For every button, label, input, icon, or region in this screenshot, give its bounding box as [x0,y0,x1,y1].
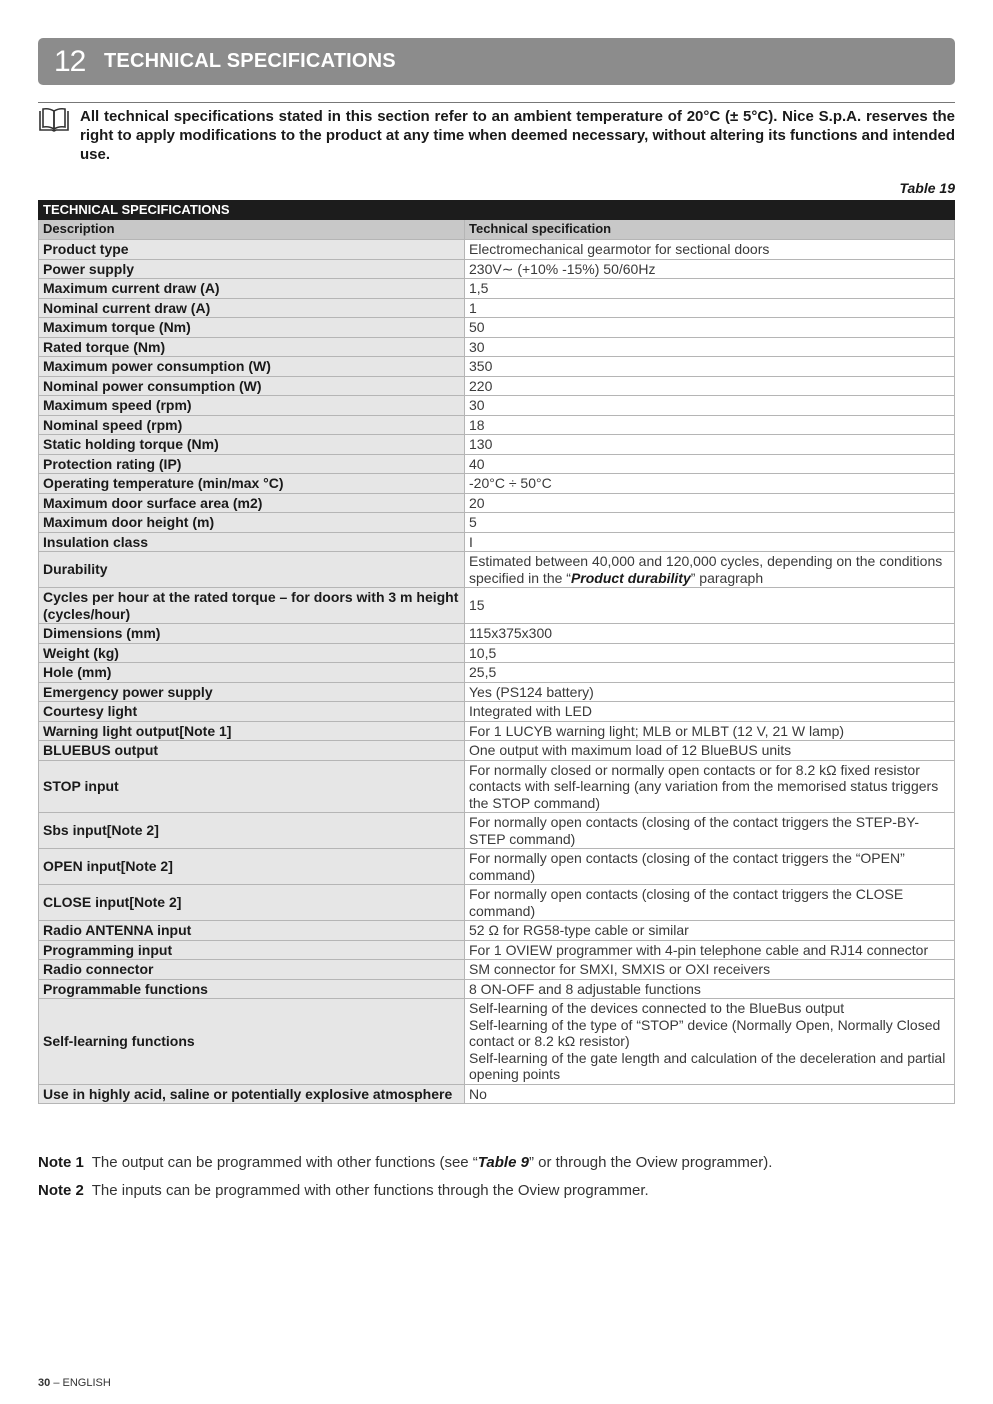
table-row [39,849,955,885]
table-row [39,259,955,279]
spec-value: 350 [465,357,955,377]
spec-table [38,200,955,1104]
spec-description: Nominal current draw (A) [39,298,465,318]
spec-value: Electromechanical gearmotor for sectional doors [465,240,955,260]
spec-value: SM connector for SMXI, SMXIS or OXI receivers [465,960,955,980]
table-row [39,702,955,722]
spec-description: Static holding torque (Nm) [39,435,465,455]
spec-value: 30 [465,396,955,416]
spec-description: Insulation class [39,532,465,552]
spec-description: Weight (kg) [39,643,465,663]
section-header [38,38,955,85]
table-row [39,552,955,588]
spec-description: Operating temperature (min/max °C) [39,474,465,494]
spec-description: BLUEBUS output [39,741,465,761]
spec-value: For 1 LUCYB warning light; MLB or MLBT (12 V, 21 W lamp) [465,721,955,741]
spec-description: Product type [39,240,465,260]
spec-description: Maximum door surface area (m2) [39,493,465,513]
spec-value: I [465,532,955,552]
footnotes [38,1154,955,1210]
spec-description: Emergency power supply [39,682,465,702]
spec-description: Warning light output[Note 1] [39,721,465,741]
spec-description: Power supply [39,259,465,279]
spec-description: Maximum door height (m) [39,513,465,533]
column-header-spec: Technical specification [465,220,955,240]
table-row [39,663,955,683]
spec-description: Maximum current draw (A) [39,279,465,299]
spec-value: 25,5 [465,663,955,683]
table-row [39,741,955,761]
spec-value: 30 [465,337,955,357]
footnote-text-end: ” or through the Oview programmer). [528,1154,773,1171]
spec-description: OPEN input[Note 2] [39,849,465,885]
table-row [39,318,955,338]
table-row [39,357,955,377]
spec-value: Yes (PS124 battery) [465,682,955,702]
spec-value: One output with maximum load of 12 BlueBUS units [465,741,955,761]
spec-value: 8 ON-OFF and 8 adjustable functions [465,979,955,999]
spec-value: 20 [465,493,955,513]
footnote-1 [38,1154,955,1171]
footnote-label: Note 1 [38,1154,84,1171]
spec-value: 18 [465,415,955,435]
spec-description: Maximum torque (Nm) [39,318,465,338]
column-header-description: Description [39,220,465,240]
spec-description: Durability [39,552,465,588]
spec-value-text: Estimated between 40,000 and 120,000 cycles, depending on the conditions specified in the “ [469,553,943,586]
spec-value: 1,5 [465,279,955,299]
spec-description: Radio ANTENNA input [39,921,465,941]
spec-value: 10,5 [465,643,955,663]
table-row [39,532,955,552]
spec-description: Courtesy light [39,702,465,722]
spec-value: For normally open contacts (closing of the contact triggers the STEP-BY-STEP command) [465,813,955,849]
spec-description: Dimensions (mm) [39,624,465,644]
table-row [39,513,955,533]
spec-description: Hole (mm) [39,663,465,683]
table-row [39,885,955,921]
spec-description: Maximum power consumption (W) [39,357,465,377]
footnote-text: The output can be programmed with other functions (see “ [91,1154,478,1171]
spec-value: 52 Ω for RG58-type cable or similar [465,921,955,941]
spec-value: 220 [465,376,955,396]
table-header-row [39,220,955,240]
spec-value-line: Self-learning of the devices connected to the BlueBus output [469,1000,845,1016]
table-row [39,999,955,1085]
spec-description: Programmable functions [39,979,465,999]
table-row [39,682,955,702]
table-row [39,337,955,357]
spec-value: Integrated with LED [465,702,955,722]
table-row [39,960,955,980]
table-row [39,454,955,474]
table-row [39,979,955,999]
spec-description: Programming input [39,940,465,960]
page-footer [38,1377,111,1389]
table-row [39,1084,955,1104]
spec-value: 15 [465,588,955,624]
book-icon [38,107,70,133]
spec-value-line: Self-learning of the gate length and calculation of the deceleration and partial opening points [469,1049,946,1082]
spec-description: Nominal power consumption (W) [39,376,465,396]
footnote-text: The inputs can be programmed with other functions through the Oview programmer. [91,1182,649,1199]
spec-value: 115x375x300 [465,624,955,644]
table-row [39,240,955,260]
intro-note-text: All technical specifications stated in this section refer to an ambient temperature of 20°C (± 5°C). Nice S.p.A. reserves the right to apply modifications to the product at any time when deemed necessary, without altering its functions and intended use. [80,108,955,163]
intro-note [38,102,955,163]
footnote-2 [38,1182,955,1199]
spec-description: Sbs input[Note 2] [39,813,465,849]
spec-description: Self-learning functions [39,999,465,1085]
spec-value: 230V∼ (+10% -15%) 50/60Hz [465,259,955,279]
spec-value: 40 [465,454,955,474]
spec-value: For normally closed or normally open contacts or for 8.2 kΩ fixed resistor contacts with self-learning (any variation from the memorised status triggers the STOP command) [465,760,955,813]
spec-value: 50 [465,318,955,338]
table-row [39,813,955,849]
spec-description: Cycles per hour at the rated torque – for doors with 3 m height (cycles/hour) [39,588,465,624]
spec-description: Nominal speed (rpm) [39,415,465,435]
table-row [39,298,955,318]
table-row [39,588,955,624]
table-row [39,415,955,435]
spec-value-text-end: ” paragraph [690,569,764,586]
section-title: TECHNICAL SPECIFICATIONS [104,50,396,72]
footnote-table-ref: Table 9 [477,1154,529,1171]
spec-value: For normally open contacts (closing of the contact triggers the CLOSE command) [465,885,955,921]
spec-value [465,999,955,1085]
table-row [39,396,955,416]
spec-description: CLOSE input[Note 2] [39,885,465,921]
spec-description: STOP input [39,760,465,813]
page-number: 30 [38,1377,51,1389]
spec-description: Use in highly acid, saline or potentially explosive atmosphere [39,1084,465,1104]
table-title: TECHNICAL SPECIFICATIONS [39,201,955,220]
spec-description: Protection rating (IP) [39,454,465,474]
spec-value: 1 [465,298,955,318]
table-row [39,435,955,455]
table-row [39,474,955,494]
section-number: 12 [54,44,86,78]
spec-value: For 1 OVIEW programmer with 4-pin telephone cable and RJ14 connector [465,940,955,960]
table-row [39,279,955,299]
spec-description: Maximum speed (rpm) [39,396,465,416]
spec-description: Radio connector [39,960,465,980]
spec-value-line: Self-learning of the type of “STOP” device (Normally Open, Normally Closed contact or 8.2 kΩ resistor) [469,1016,941,1049]
table-caption: Table 19 [899,180,955,196]
spec-value: 5 [465,513,955,533]
table-title-row [39,201,955,220]
spec-value-emphasis: Product durability [570,569,691,586]
spec-value [465,552,955,588]
spec-value: -20°C ÷ 50°C [465,474,955,494]
footer-language: – ENGLISH [53,1377,111,1389]
table-row [39,624,955,644]
spec-value: 130 [465,435,955,455]
footnote-label: Note 2 [38,1182,84,1199]
table-row [39,760,955,813]
spec-description: Rated torque (Nm) [39,337,465,357]
spec-value: For normally open contacts (closing of the contact triggers the “OPEN” command) [465,849,955,885]
table-row [39,940,955,960]
table-row [39,721,955,741]
spec-value: No [465,1084,955,1104]
table-row [39,493,955,513]
table-row [39,376,955,396]
table-row [39,643,955,663]
table-row [39,921,955,941]
